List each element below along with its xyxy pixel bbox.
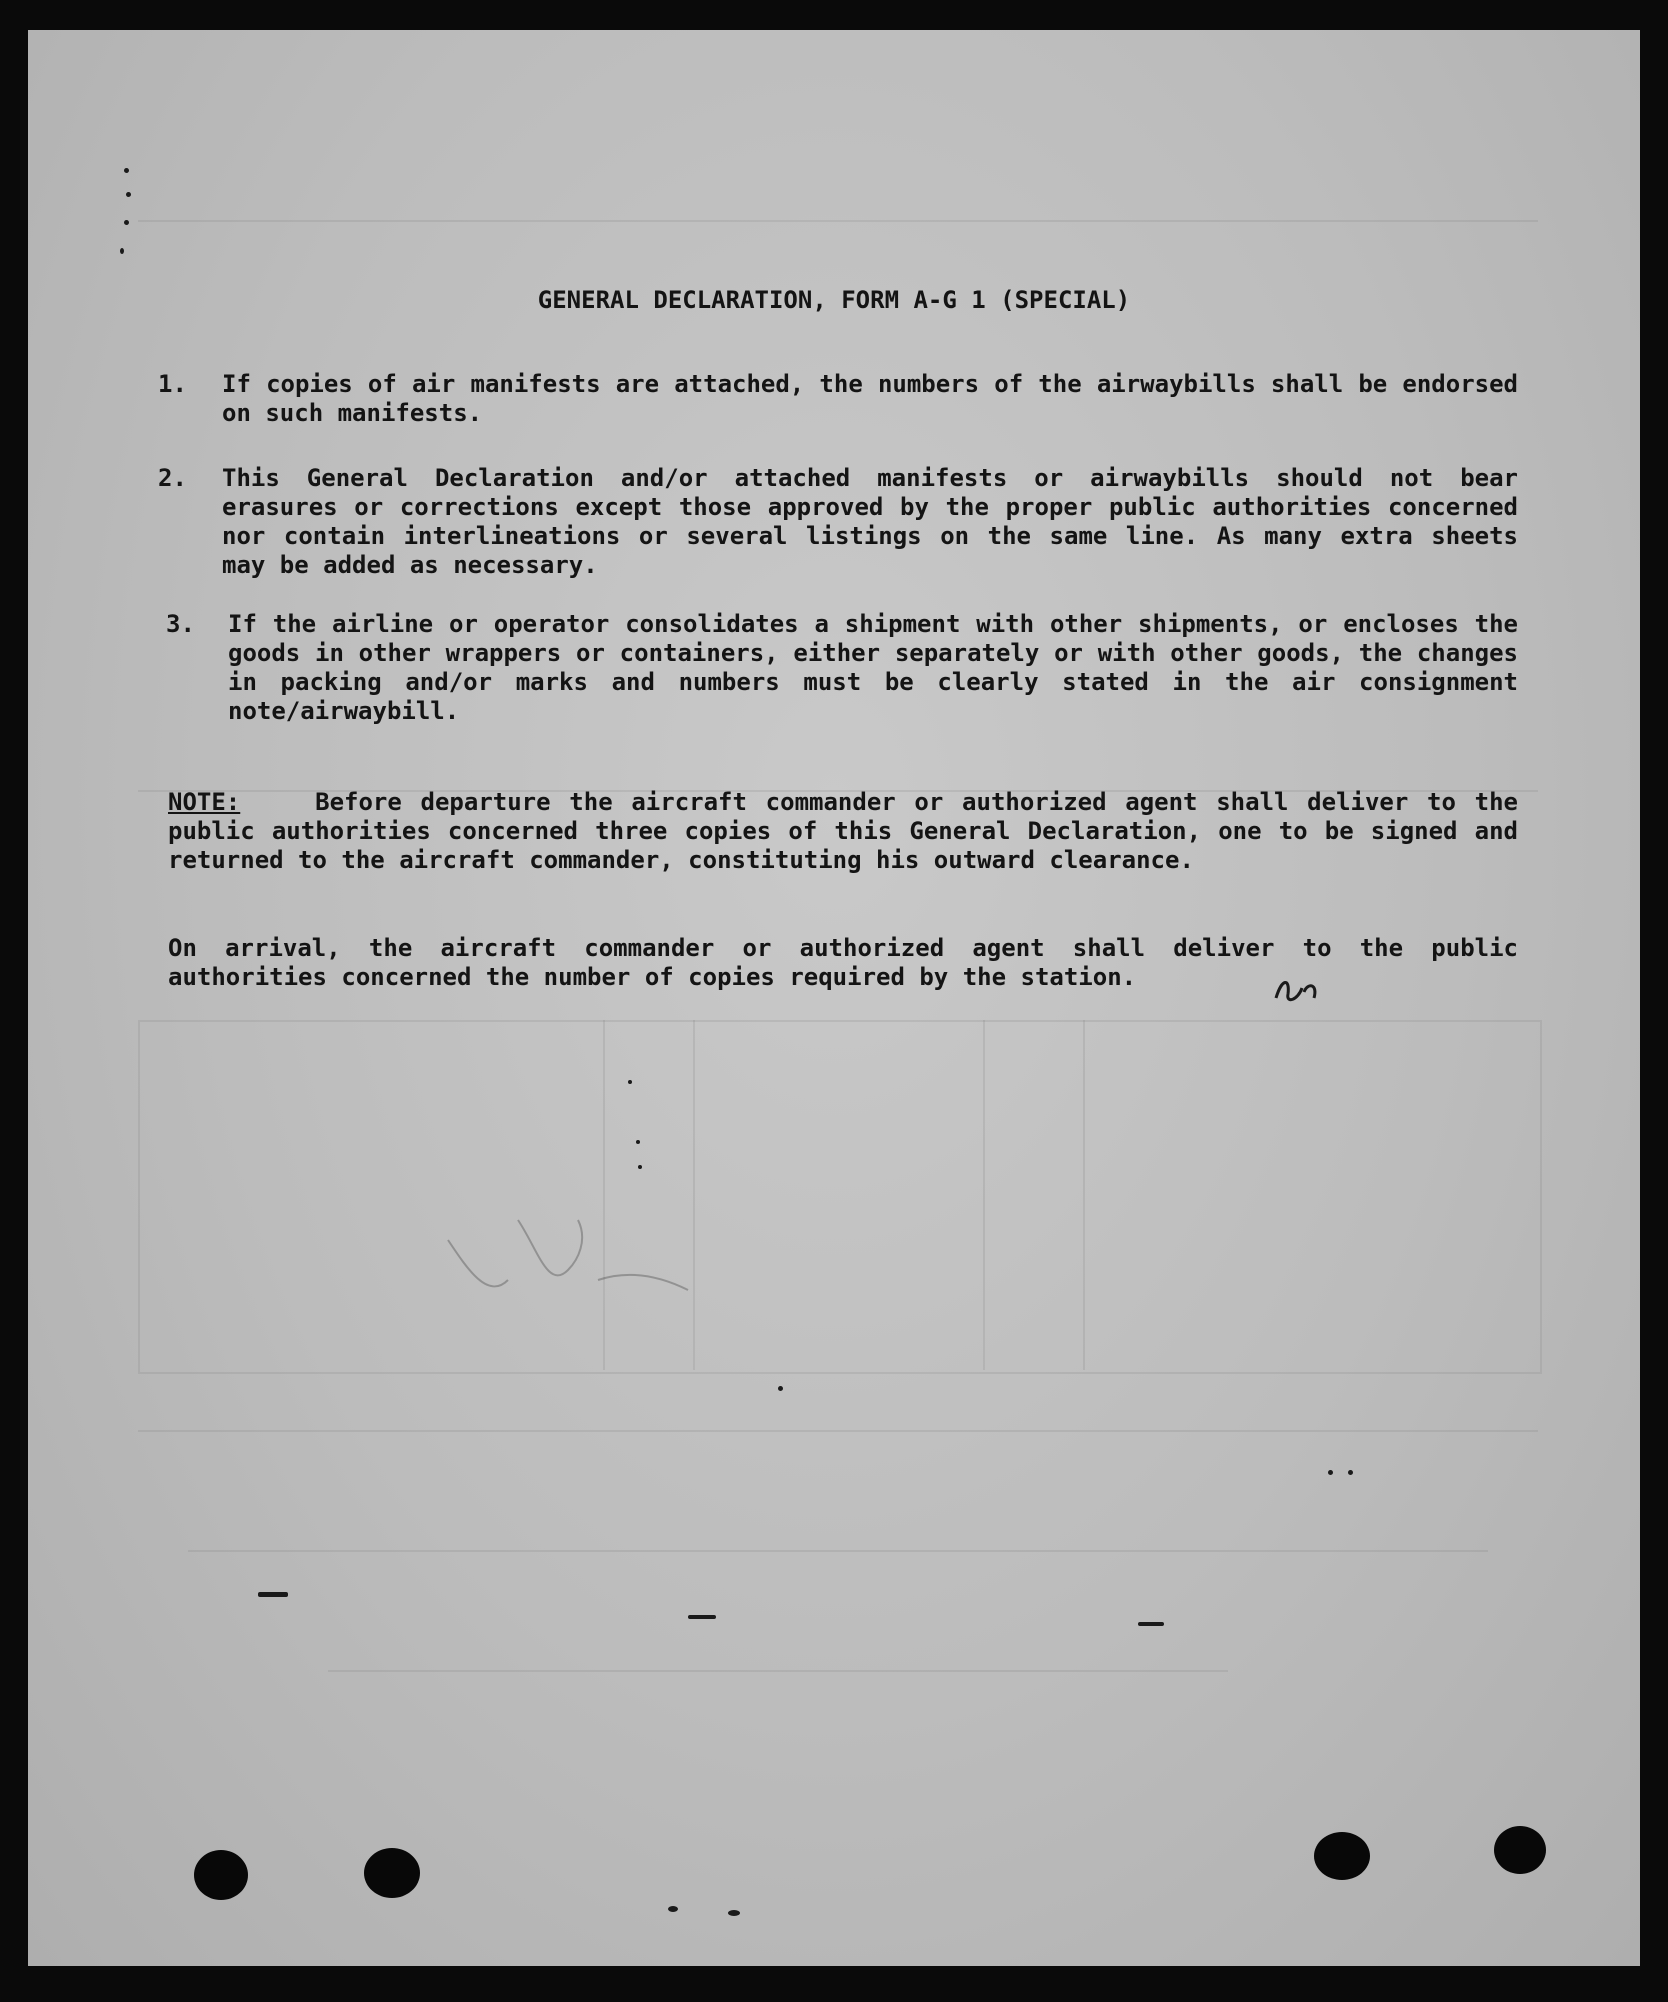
- punch-hole: [194, 1850, 248, 1900]
- dust-speck: [258, 1592, 288, 1597]
- document-content: [28, 30, 1640, 1966]
- dust-speck: [124, 220, 129, 225]
- item-text: If the airline or operator consolidates a shipment with other shipments, or encloses the goods in other wrappers or containers, either separately or with other goods, the changes in packing and/or marks and numbers must be clearly stated in the air consignment note/airwaybill.: [228, 610, 1518, 725]
- dust-speck: [628, 1080, 632, 1084]
- item-text: This General Declaration and/or attached manifests or airwaybills should not bear erasures or corrections except those approved by the proper public authorities concerned nor contain interlineations or several listings on the same line. As many extra sheets may be added as necessary.: [222, 464, 1518, 579]
- dust-speck: [126, 192, 131, 197]
- form-title: GENERAL DECLARATION, FORM A-G 1 (SPECIAL): [537, 286, 1131, 314]
- note-label: NOTE:: [168, 788, 241, 816]
- dust-speck: [636, 1140, 640, 1144]
- dust-speck: [638, 1165, 642, 1169]
- note-text: Before departure the aircraft commander or authorized agent shall deliver to the public authorities concerned three copies of this General Declaration, one to be signed and returned to the aircraft commander, constituting his outward clearance.: [168, 788, 1519, 874]
- arrival-paragraph: On arrival, the aircraft commander or authorized agent shall deliver to the public authorities concerned the number of copies required by the station.: [168, 934, 1518, 991]
- punch-hole: [1494, 1826, 1546, 1874]
- dust-speck: [668, 1906, 678, 1912]
- document-page: [28, 30, 1640, 1966]
- dust-speck: [778, 1386, 783, 1391]
- dust-speck: [1328, 1470, 1333, 1475]
- item-number: 1.: [158, 370, 187, 398]
- handwritten-mark-icon: [1268, 970, 1328, 1010]
- dust-speck: [688, 1615, 716, 1619]
- dust-speck: [1348, 1470, 1353, 1475]
- punch-hole: [1314, 1832, 1370, 1880]
- item-number: 2.: [158, 464, 187, 492]
- faint-signature-icon: [428, 1180, 708, 1320]
- dust-speck: [728, 1910, 740, 1916]
- departure-note: [168, 788, 1518, 875]
- dust-speck: [1138, 1622, 1164, 1626]
- dust-speck: [124, 168, 129, 173]
- item-text: If copies of air manifests are attached, the numbers of the airwaybills shall be endorsed on such manifests.: [222, 370, 1518, 427]
- dust-speck: [120, 248, 124, 254]
- item-number: 3.: [166, 610, 195, 638]
- punch-hole: [364, 1848, 420, 1898]
